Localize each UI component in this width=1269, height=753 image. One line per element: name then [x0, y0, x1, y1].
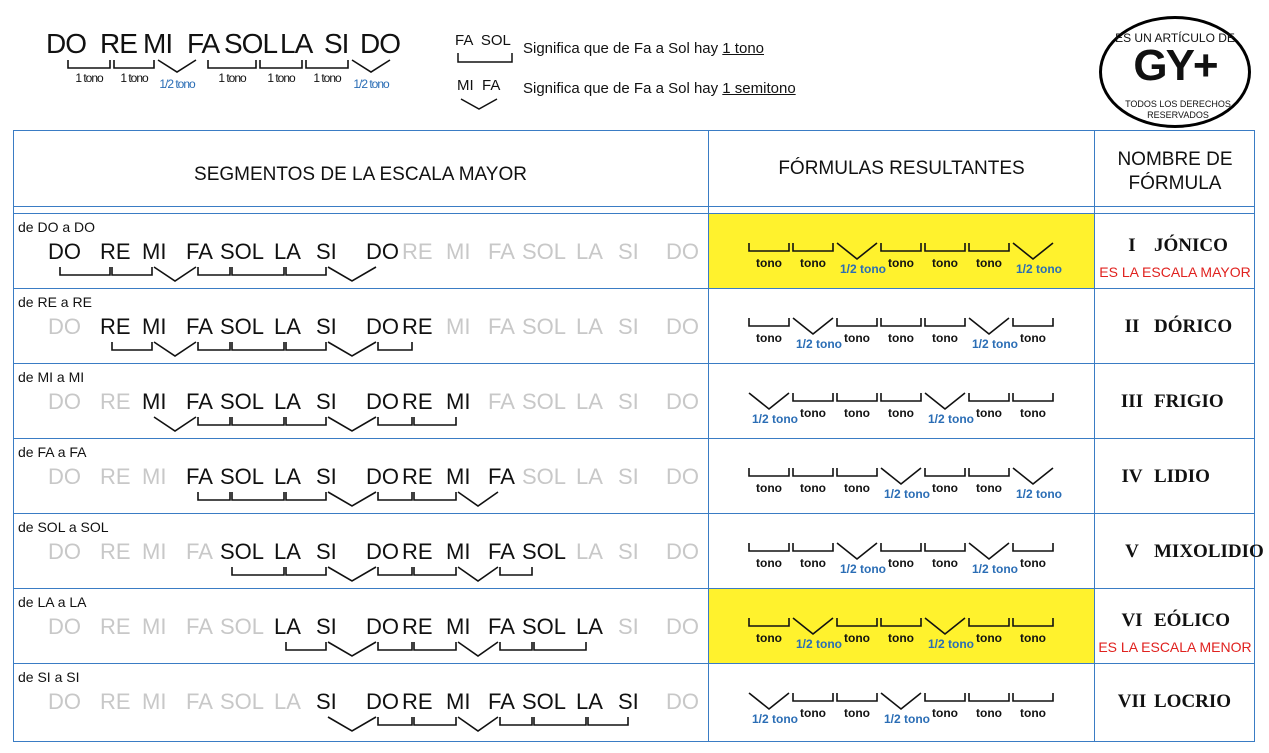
note: LA — [576, 389, 603, 414]
formula-interval-label: tono — [756, 331, 782, 345]
note: DO — [48, 614, 81, 639]
formula-interval-label: tono — [932, 331, 958, 345]
interval-label: 1 tono — [75, 71, 103, 85]
formula-interval-label: tono — [932, 556, 958, 570]
formula-interval-label: tono — [976, 481, 1002, 495]
note: FA — [186, 464, 213, 489]
formula-interval-label: tono — [756, 481, 782, 495]
legend-text — [523, 80, 796, 97]
note: MI — [446, 314, 471, 339]
mode-label: MIXOLIDIO — [1154, 541, 1264, 562]
mode-label: LOCRIO — [1154, 691, 1232, 712]
note: FA — [488, 239, 515, 264]
top-scale-note: LA — [280, 28, 313, 59]
top-scale-note: SOL — [224, 28, 278, 59]
formula-interval-label: tono — [756, 256, 782, 270]
note: FA — [186, 314, 213, 339]
segment-brackets — [0, 713, 705, 743]
note: MI — [142, 689, 167, 714]
formula-interval-label: tono — [888, 556, 914, 570]
top-scale-note: FA — [187, 28, 220, 59]
formula-interval-label: tono — [976, 631, 1002, 645]
logo-bottom-text: TODOS LOS DERECHOS RESERVADOS — [1125, 99, 1231, 120]
note: SI — [316, 464, 337, 489]
formula-interval-label: 1/2 tono — [883, 487, 931, 501]
note: LA — [274, 464, 301, 489]
note: DO — [48, 464, 81, 489]
note: FA — [488, 389, 515, 414]
mode-numeral: I — [1128, 235, 1136, 256]
note: SI — [316, 389, 337, 414]
top-scale-note: DO — [360, 28, 400, 59]
note: RE — [100, 464, 131, 489]
interval-label: 1 tono — [120, 71, 148, 85]
legend-emph: 1 tono — [722, 40, 765, 57]
formula-diagram — [745, 383, 1065, 433]
chevron-icon — [457, 97, 517, 111]
note: FA — [488, 464, 515, 489]
formula-interval-label: tono — [888, 331, 914, 345]
legend-emph: 1 semitono — [722, 80, 796, 97]
note: RE — [100, 389, 131, 414]
note: FA — [186, 614, 213, 639]
mode-name — [1110, 235, 1250, 257]
legend-text-main: Significa que de Fa a Sol hay — [523, 40, 723, 57]
note: DO — [366, 689, 399, 714]
note: RE — [100, 689, 131, 714]
note: LA — [274, 389, 301, 414]
note: SOL — [220, 239, 265, 264]
formula-interval-label: tono — [800, 481, 826, 495]
note: RE — [402, 689, 433, 714]
note: MI — [142, 539, 167, 564]
note: RE — [100, 239, 131, 264]
note: SI — [618, 389, 639, 414]
formula-interval-label: tono — [844, 406, 870, 420]
note: FA — [488, 614, 515, 639]
mode-numeral: II — [1124, 316, 1140, 337]
mode-numeral: V — [1125, 541, 1139, 562]
row-label: de RE a RE — [18, 294, 92, 310]
note: SOL — [220, 314, 265, 339]
row-label: de MI a MI — [18, 369, 85, 385]
formula-interval-label: tono — [756, 556, 782, 570]
formula-interval-label: tono — [800, 706, 826, 720]
formula-diagram — [745, 308, 1065, 358]
formula-interval-label: tono — [888, 256, 914, 270]
note: LA — [274, 314, 301, 339]
logo-mark: GY+ — [1133, 41, 1217, 90]
legend-text — [523, 40, 764, 57]
note: DO — [666, 464, 699, 489]
note: DO — [366, 239, 399, 264]
note: RE — [100, 539, 131, 564]
formula-interval-label: 1/2 tono — [795, 637, 843, 651]
formula-diagram — [745, 233, 1065, 283]
note: MI — [446, 539, 471, 564]
mode-name — [1110, 541, 1264, 563]
header-formulas: FÓRMULAS RESULTANTES — [778, 158, 1025, 179]
logo — [1099, 16, 1251, 128]
formula-interval-label: tono — [844, 481, 870, 495]
formula-diagram — [745, 458, 1065, 508]
mode-label: LIDIO — [1154, 466, 1210, 487]
note: SOL — [220, 464, 265, 489]
formula-interval-label: tono — [976, 406, 1002, 420]
formula-interval-label: tono — [932, 706, 958, 720]
top-scale-intervals — [46, 28, 446, 98]
note: MI — [446, 614, 471, 639]
note: SI — [618, 689, 639, 714]
top-scale-note: DO — [46, 28, 86, 59]
mode-label: DÓRICO — [1154, 316, 1233, 337]
formula-diagram — [745, 683, 1065, 733]
formula-interval-label: tono — [844, 706, 870, 720]
formula-interval-label: 1/2 tono — [927, 412, 975, 426]
mode-name — [1110, 610, 1250, 632]
mode-name — [1110, 391, 1250, 413]
note: MI — [446, 464, 471, 489]
formula-interval-label: 1/2 tono — [1015, 487, 1063, 501]
note: MI — [142, 389, 167, 414]
mode-numeral: VII — [1117, 691, 1147, 712]
note: LA — [576, 614, 603, 639]
note: MI — [446, 239, 471, 264]
formula-interval-label: 1/2 tono — [927, 637, 975, 651]
note: RE — [402, 314, 433, 339]
note: LA — [576, 464, 603, 489]
note: SI — [618, 464, 639, 489]
mode-label: FRIGIO — [1154, 391, 1224, 412]
interval-label: 1 tono — [267, 71, 295, 85]
formula-interval-label: tono — [844, 331, 870, 345]
interval-label: 1 tono — [218, 71, 246, 85]
formula-interval-label: tono — [932, 256, 958, 270]
mode-numeral: VI — [1121, 610, 1143, 631]
note: SOL — [522, 389, 567, 414]
note: FA — [488, 539, 515, 564]
formula-interval-label: tono — [932, 481, 958, 495]
note: LA — [274, 539, 301, 564]
mode-name — [1110, 691, 1250, 713]
logo-top-text: ES UN ARTÍCULO DE — [1115, 31, 1235, 45]
legend-notes: FA SOL — [455, 32, 511, 49]
note: FA — [488, 689, 515, 714]
note: RE — [402, 389, 433, 414]
formula-interval-label: tono — [1020, 706, 1046, 720]
note: DO — [48, 314, 81, 339]
note: FA — [186, 389, 213, 414]
note: SI — [618, 314, 639, 339]
top-scale-note: SI — [324, 28, 349, 59]
note: RE — [402, 239, 433, 264]
legend-notes: MI FA — [457, 77, 501, 94]
header-name: NOMBRE DE FÓRMULA — [1117, 149, 1233, 194]
mode-subtitle: ES LA ESCALA MAYOR — [1099, 264, 1251, 280]
note: FA — [186, 539, 213, 564]
top-scale-note: RE — [100, 28, 137, 59]
note: DO — [48, 539, 81, 564]
formula-interval-label: tono — [888, 631, 914, 645]
mode-label: EÓLICO — [1154, 610, 1231, 631]
legend-text-main: Significa que de Fa a Sol hay — [523, 80, 723, 97]
formula-interval-label: tono — [1020, 556, 1046, 570]
interval-label: 1 tono — [313, 71, 341, 85]
note: SOL — [522, 314, 567, 339]
note: MI — [142, 239, 167, 264]
note: SOL — [522, 464, 567, 489]
formula-interval-label: 1/2 tono — [839, 262, 887, 276]
interval-label: 1/2 tono — [353, 77, 389, 91]
note: DO — [666, 314, 699, 339]
note: SOL — [522, 539, 567, 564]
legend-tono — [455, 32, 875, 62]
formula-interval-label: 1/2 tono — [883, 712, 931, 726]
formula-interval-label: tono — [844, 631, 870, 645]
note: LA — [576, 239, 603, 264]
header-segments: SEGMENTOS DE LA ESCALA MAYOR — [194, 164, 527, 185]
formula-interval-label: 1/2 tono — [751, 712, 799, 726]
formula-interval-label: 1/2 tono — [1015, 262, 1063, 276]
formula-interval-label: tono — [1020, 406, 1046, 420]
note: LA — [576, 314, 603, 339]
note: SI — [618, 614, 639, 639]
note: RE — [100, 614, 131, 639]
note: LA — [576, 689, 603, 714]
formula-interval-label: tono — [976, 706, 1002, 720]
note: DO — [366, 614, 399, 639]
note: DO — [666, 689, 699, 714]
note: DO — [666, 614, 699, 639]
formula-interval-label: tono — [1020, 631, 1046, 645]
note: MI — [142, 314, 167, 339]
note: SI — [316, 314, 337, 339]
formula-diagram — [745, 608, 1065, 658]
row-label: de SOL a SOL — [18, 519, 109, 535]
note: RE — [402, 464, 433, 489]
note: SOL — [522, 239, 567, 264]
note: DO — [366, 314, 399, 339]
note: SOL — [220, 689, 265, 714]
row-label: de DO a DO — [18, 219, 96, 235]
note: SI — [316, 689, 337, 714]
header-divider — [13, 206, 1255, 207]
note: SI — [618, 239, 639, 264]
formula-interval-label: tono — [1020, 331, 1046, 345]
note: SOL — [522, 689, 567, 714]
note: DO — [666, 539, 699, 564]
note: DO — [48, 389, 81, 414]
note: SOL — [220, 389, 265, 414]
formula-interval-label: 1/2 tono — [795, 337, 843, 351]
formula-interval-label: tono — [976, 256, 1002, 270]
formula-interval-label: tono — [800, 556, 826, 570]
row-label: de FA a FA — [18, 444, 87, 460]
interval-label: 1/2 tono — [159, 77, 195, 91]
formula-interval-label: 1/2 tono — [971, 337, 1019, 351]
note: MI — [142, 614, 167, 639]
note: DO — [48, 689, 81, 714]
formula-interval-label: tono — [800, 406, 826, 420]
note: MI — [142, 464, 167, 489]
mode-name — [1110, 316, 1250, 338]
note: DO — [366, 539, 399, 564]
note: FA — [488, 314, 515, 339]
mode-name — [1110, 466, 1250, 488]
mode-subtitle: ES LA ESCALA MENOR — [1098, 639, 1252, 655]
note: SOL — [522, 614, 567, 639]
note: DO — [366, 389, 399, 414]
note: FA — [186, 689, 213, 714]
legend-semitono — [455, 77, 875, 113]
mode-numeral: IV — [1121, 466, 1143, 487]
note: RE — [100, 314, 131, 339]
note: MI — [446, 689, 471, 714]
formula-interval-label: 1/2 tono — [971, 562, 1019, 576]
top-scale-note: MI — [143, 28, 173, 59]
note: SI — [316, 539, 337, 564]
note: RE — [402, 539, 433, 564]
note: FA — [186, 239, 213, 264]
formula-interval-label: tono — [800, 256, 826, 270]
note: SI — [618, 539, 639, 564]
bracket-icon — [457, 52, 517, 64]
note: LA — [576, 539, 603, 564]
note: MI — [446, 389, 471, 414]
note: SI — [316, 614, 337, 639]
row-label: de LA a LA — [18, 594, 87, 610]
note: SOL — [220, 614, 265, 639]
note: SI — [316, 239, 337, 264]
mode-label: JÓNICO — [1154, 235, 1228, 256]
note: LA — [274, 689, 301, 714]
mode-numeral: III — [1120, 391, 1144, 412]
formula-interval-label: tono — [888, 406, 914, 420]
top-scale — [46, 28, 446, 98]
note: RE — [402, 614, 433, 639]
formula-interval-label: 1/2 tono — [751, 412, 799, 426]
note: DO — [666, 389, 699, 414]
note: DO — [48, 239, 81, 264]
formula-interval-label: 1/2 tono — [839, 562, 887, 576]
note: SOL — [220, 539, 265, 564]
note: DO — [666, 239, 699, 264]
note: DO — [366, 464, 399, 489]
note: LA — [274, 614, 301, 639]
formula-diagram — [745, 533, 1065, 583]
formula-interval-label: tono — [756, 631, 782, 645]
row-label: de SI a SI — [18, 669, 80, 685]
note: LA — [274, 239, 301, 264]
